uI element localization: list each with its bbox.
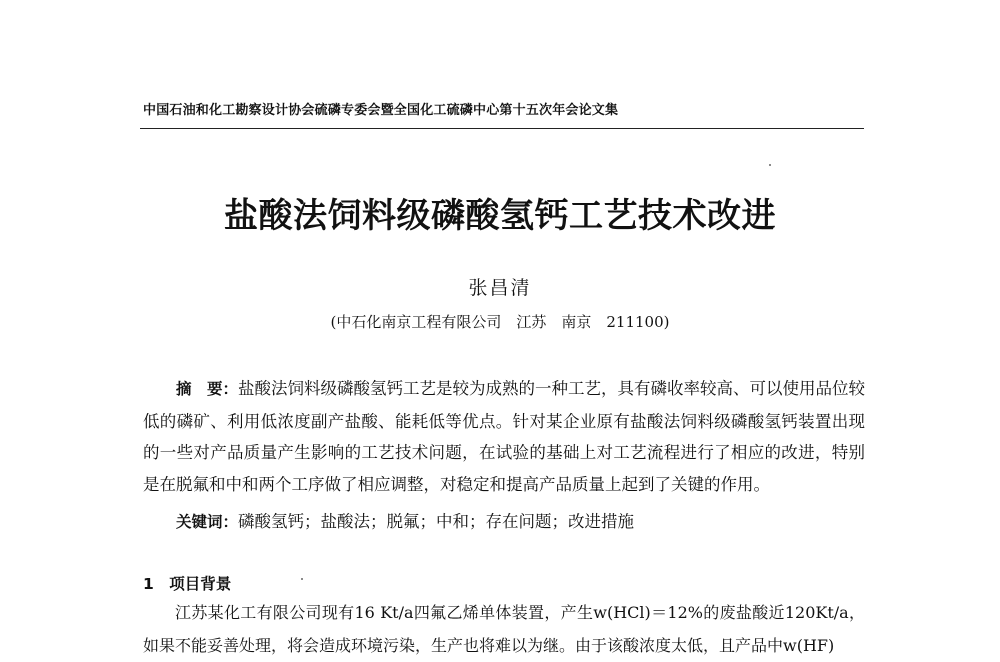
abstract — [143, 373, 865, 500]
abstract-text: 盐酸法饲料级磷酸氢钙工艺是较为成熟的一种工艺，具有磷收率较高、可以使用品位较低的磷矿、利用低浓度副产盐酸、能耗低等优点。针对某企业原有盐酸法饲料级磷酸氢钙装置出现的一些对产品质量产生影响的工艺技术问题，在试验的基础上对工艺流程进行了相应的改进，特别是在脱氟和中和两个工序做了相应调整，对稳定和提高产品质量上起到了关键的作用。 — [143, 379, 866, 494]
running-header: 中国石油和化工勘察设计协会硫磷专委会暨全国化工硫磷中心第十五次年会论文集 — [143, 103, 619, 118]
scan-speck — [301, 578, 303, 580]
keywords-text: 磷酸氢钙；盐酸法；脱氟；中和；存在问题；改进措施 — [238, 512, 635, 531]
section-body-text: 江苏某化工有限公司现有16 Kt/a四氟乙烯单体装置，产生w(HCl)＝12%的废盐酸近120Kt/a，如果不能妥善处理，将会造成环境污染，生产也将难以为继。由于该酸浓度太低，且产品中w(HF) — [143, 603, 865, 655]
keywords-label: 关键词： — [176, 513, 239, 531]
header-rule — [140, 128, 864, 129]
paper-title: 盐酸法饲料级磷酸氢钙工艺技术改进 — [224, 196, 776, 236]
section-heading: 1 项目背景 — [143, 575, 232, 593]
keywords — [176, 510, 866, 534]
author-affiliation: (中石化南京工程有限公司 江苏 南京 211100) — [330, 313, 670, 331]
author-name: 张昌清 — [468, 277, 532, 299]
abstract-label: 摘 要： — [176, 380, 239, 398]
scan-speck — [769, 164, 771, 166]
